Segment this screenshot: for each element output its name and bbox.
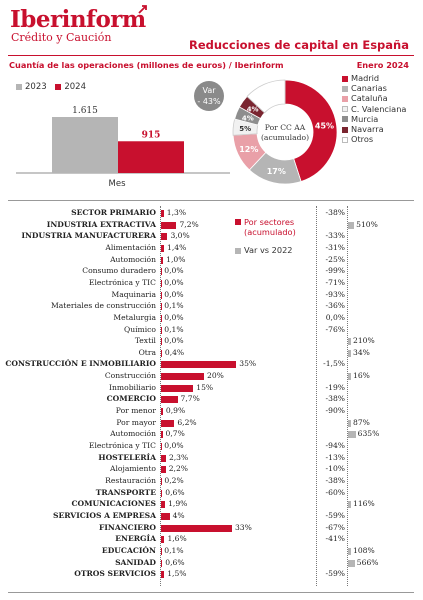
sector-label: SECTOR PRIMARIO: [71, 208, 156, 217]
variation-value-label: -59%: [325, 569, 345, 579]
legend-swatch: [342, 106, 348, 112]
sectors-legend-item: [235, 217, 324, 237]
page-title: Reducciones de capital en España: [188, 38, 409, 52]
variation-value-label: 87%: [353, 417, 370, 427]
sector-bar: [161, 408, 163, 415]
sector-value-label: 0,0%: [164, 289, 184, 299]
sector-label: TRANSPORTE: [95, 487, 156, 497]
variation-bar: [348, 501, 351, 508]
legend-item-catalu-a: [342, 93, 406, 103]
sector-value-label: 0,9%: [165, 406, 186, 416]
sector-value-label: 15%: [196, 382, 214, 392]
header-divider: [8, 55, 414, 56]
sector-label: Electrónica y TIC: [88, 277, 156, 287]
variation-value-label: -59%: [325, 510, 345, 520]
sector-label: COMERCIO: [106, 394, 156, 404]
sector-value-label: 0,0%: [164, 266, 184, 276]
sector-label: INDUSTRIA EXTRACTIVA: [46, 219, 156, 229]
slice-label-Cataluña: 12%: [239, 145, 259, 155]
sector-label: SERVICIOS A EMPRESA: [52, 510, 156, 520]
sector-label: Inmobiliario: [109, 382, 156, 392]
variation-bar: [348, 548, 351, 555]
variation-value-label: 108%: [353, 545, 375, 555]
legend-item-c-valenciana: [342, 104, 406, 114]
sector-value-label: 0,0%: [164, 441, 184, 450]
legend-swatch: [342, 86, 348, 92]
variation-value-label: -38%: [325, 208, 345, 217]
sector-bar: [161, 560, 162, 567]
variation-value-label: -99%: [325, 266, 345, 276]
sector-bar: [161, 455, 166, 462]
sector-bar: [161, 257, 163, 264]
legend-label: Navarra: [351, 124, 384, 135]
variation-value-label: -93%: [325, 289, 345, 299]
sector-label: Construcción: [104, 371, 156, 381]
bar-label-2023: 1.615: [72, 106, 98, 116]
sector-value-label: 7,7%: [180, 394, 200, 404]
donut-center-line2: (acumulado): [260, 133, 310, 142]
sector-label: FINANCIERO: [98, 522, 156, 532]
legend-item-2023: 2023: [16, 82, 47, 92]
variation-bar: [348, 373, 351, 380]
sector-label: Químico: [124, 324, 156, 334]
legend-swatch: [342, 127, 348, 133]
variation-value-label: -19%: [325, 382, 345, 392]
variation-value-label: -36%: [325, 301, 345, 311]
sector-value-label: 0,0%: [164, 312, 184, 322]
sector-label: Consumo duradero: [82, 266, 156, 276]
sector-label: Otra: [138, 347, 156, 357]
slice-label-C. Valenciana: 5%: [239, 125, 252, 134]
variation-legend-text: Var vs 2022: [244, 245, 293, 255]
page-subtitle: Cuantía de las operaciones (millones de euros) / Iberinform: [9, 60, 284, 70]
variation-value-label: 34%: [353, 347, 370, 357]
sector-label: Por mayor: [116, 417, 156, 427]
variation-value-label: -76%: [325, 324, 345, 334]
variation-value-label: -90%: [325, 406, 345, 416]
sector-bar: [161, 466, 166, 473]
sector-bar: [161, 513, 170, 520]
legend-swatch: [342, 76, 348, 82]
sector-bar: [161, 210, 164, 217]
sector-value-label: 1,9%: [168, 499, 188, 509]
variation-badge-line1: Var: [202, 86, 216, 95]
sector-value-label: 1,3%: [166, 208, 187, 217]
sector-value-label: 2,2%: [168, 464, 189, 474]
sector-label: Automoción: [110, 254, 156, 264]
sector-bar: [161, 373, 204, 380]
sector-label: Por menor: [115, 406, 156, 416]
legend-label: Otros: [351, 134, 374, 145]
sector-bar: [161, 431, 163, 438]
sector-label: HOSTELERÍA: [98, 452, 156, 462]
sector-label: Alojamiento: [109, 464, 156, 474]
sector-value-label: 35%: [239, 359, 257, 369]
sector-value-label: 0,4%: [164, 347, 185, 357]
sector-value-label: 2,3%: [168, 452, 189, 462]
sector-bar: [161, 396, 178, 403]
variation-value-label: -10%: [325, 464, 345, 474]
sector-label: EDUCACIÓN: [101, 545, 156, 555]
sector-bar: [161, 233, 167, 240]
sector-value-label: 0,0%: [164, 277, 184, 287]
sector-label: CONSTRUCCIÓN E INMOBILIARIO: [5, 359, 156, 369]
sector-label: ENERGÍA: [115, 534, 156, 544]
sector-value-label: 0,2%: [164, 475, 184, 485]
variation-bar: [348, 350, 351, 357]
slice-label-Murcia: 4%: [241, 114, 254, 123]
sector-value-label: 1,0%: [166, 254, 186, 264]
variation-value-label: -13%: [325, 452, 345, 462]
x-tick-label: Mes: [108, 179, 126, 189]
sector-value-label: 0,1%: [164, 301, 184, 311]
sector-bar: [161, 385, 193, 392]
variation-value-label: -41%: [325, 534, 345, 544]
variation-value-label: 116%: [353, 499, 375, 509]
sector-value-label: 0,1%: [164, 324, 184, 334]
variation-bar: [348, 560, 355, 567]
legend-item-murcia: [342, 114, 406, 124]
sector-value-label: 1,6%: [167, 534, 187, 544]
sector-value-label: 4%: [172, 510, 185, 520]
bar-2024: [118, 141, 184, 173]
sector-value-label: 20%: [207, 371, 224, 381]
footer-divider: [8, 592, 414, 593]
legend-item-otros: [342, 134, 406, 144]
variation-value-label: -71%: [325, 277, 345, 287]
variation-value-label: -31%: [325, 242, 345, 252]
regions-donut-chart: [230, 70, 340, 194]
slice-label-Navarra: 4%: [246, 105, 259, 114]
sector-label: Metalurgia: [113, 312, 156, 322]
slice-label-Madrid: 45%: [314, 121, 335, 131]
sector-label: COMUNICACIONES: [71, 499, 156, 509]
sector-bar: [161, 245, 164, 252]
sector-label: Electrónica y TIC: [88, 441, 156, 450]
regions-legend: [342, 73, 406, 144]
sector-value-label: 0,6%: [165, 557, 185, 567]
legend-swatch: [342, 116, 348, 122]
variation-value-label: -38%: [325, 394, 345, 404]
variation-divider-left: [316, 206, 317, 586]
sector-bar: [161, 525, 232, 532]
variation-value-label: 635%: [357, 429, 380, 439]
variation-value-label: 16%: [353, 371, 370, 381]
variation-bar: [348, 338, 351, 345]
variation-value-label: -1,5%: [323, 359, 345, 369]
sector-label: Maquinaria: [111, 289, 156, 299]
sector-value-label: 0,6%: [165, 487, 185, 497]
sector-value-label: 1,5%: [167, 569, 187, 579]
sector-value-label: 0,0%: [164, 336, 184, 346]
report-date: Enero 2024: [356, 60, 409, 70]
sector-bar: [161, 420, 174, 427]
legend-item-canarias: [342, 83, 406, 93]
bar-label-2024: 915: [141, 130, 161, 141]
sector-bar: [161, 501, 165, 508]
legend-item-2024: 2024: [55, 82, 86, 92]
sector-value-label: 3,0%: [170, 231, 190, 241]
sector-value-label: 0,7%: [165, 429, 185, 439]
sector-bar: [161, 536, 164, 543]
variation-value-label: -60%: [325, 487, 345, 497]
legend-label: Madrid: [351, 73, 380, 83]
variation-bar: [348, 420, 351, 427]
sector-label: Automoción: [110, 429, 156, 439]
sector-label: Textil: [134, 336, 156, 346]
sector-value-label: 33%: [234, 522, 252, 532]
slice-label-Canarias: 17%: [266, 167, 286, 177]
sector-bar: [161, 571, 164, 578]
brand-logo: Iberinform: [10, 6, 146, 33]
sector-value-label: 0,1%: [164, 545, 184, 555]
legend-label: Murcia: [351, 113, 379, 124]
sector-label: Restauración: [105, 475, 156, 485]
variation-value-label: -33%: [325, 231, 345, 241]
donut-center-line1: Por CC AA: [264, 123, 306, 132]
variation-baseline: [347, 206, 348, 586]
sector-bar: [161, 350, 162, 357]
sector-label: Alimentación: [105, 242, 156, 252]
month-bar-chart: [8, 80, 230, 196]
legend-label: Canarias: [351, 83, 387, 94]
sector-value-label: 7,2%: [179, 219, 199, 229]
legend-swatch: [342, 137, 348, 143]
variation-value-label: 510%: [356, 219, 378, 229]
sectors-legend-text: Por sectores (acumulado): [244, 217, 296, 237]
sector-label: OTROS SERVICIOS: [74, 569, 156, 579]
variation-value-label: -94%: [325, 441, 345, 450]
variation-value-label: 0,0%: [325, 312, 345, 322]
sector-bar: [161, 361, 236, 368]
brand-tagline: Crédito y Caución: [11, 31, 112, 44]
sector-value-label: 6,2%: [177, 417, 197, 427]
variation-legend-item: [235, 245, 293, 255]
legend-label: C. Valenciana: [351, 103, 407, 114]
variation-badge-line2: - 43%: [197, 97, 221, 106]
sector-label: INDUSTRIA MANUFACTURERA: [21, 231, 156, 241]
sector-label: Materiales de construcción: [50, 301, 156, 311]
variation-value-label: 566%: [356, 557, 379, 567]
legend-swatch: [342, 96, 348, 102]
variation-bar: [348, 431, 356, 438]
logo-mark-icon: [138, 4, 148, 14]
variation-value-label: -38%: [325, 475, 345, 485]
variation-value-label: -25%: [325, 254, 345, 264]
legend-item-madrid: [342, 73, 406, 83]
variation-value-label: 210%: [353, 336, 375, 346]
sector-value-label: 1,4%: [167, 242, 187, 252]
sector-label: SANIDAD: [115, 557, 156, 567]
sector-bar: [161, 490, 162, 497]
legend-item-navarra: [342, 124, 406, 134]
sector-bar: [161, 222, 176, 229]
variation-bar: [348, 222, 354, 229]
bar-2023: [52, 117, 118, 173]
variation-value-label: -67%: [325, 522, 345, 532]
legend-label: Cataluña: [351, 93, 388, 104]
section-divider: [8, 200, 414, 201]
